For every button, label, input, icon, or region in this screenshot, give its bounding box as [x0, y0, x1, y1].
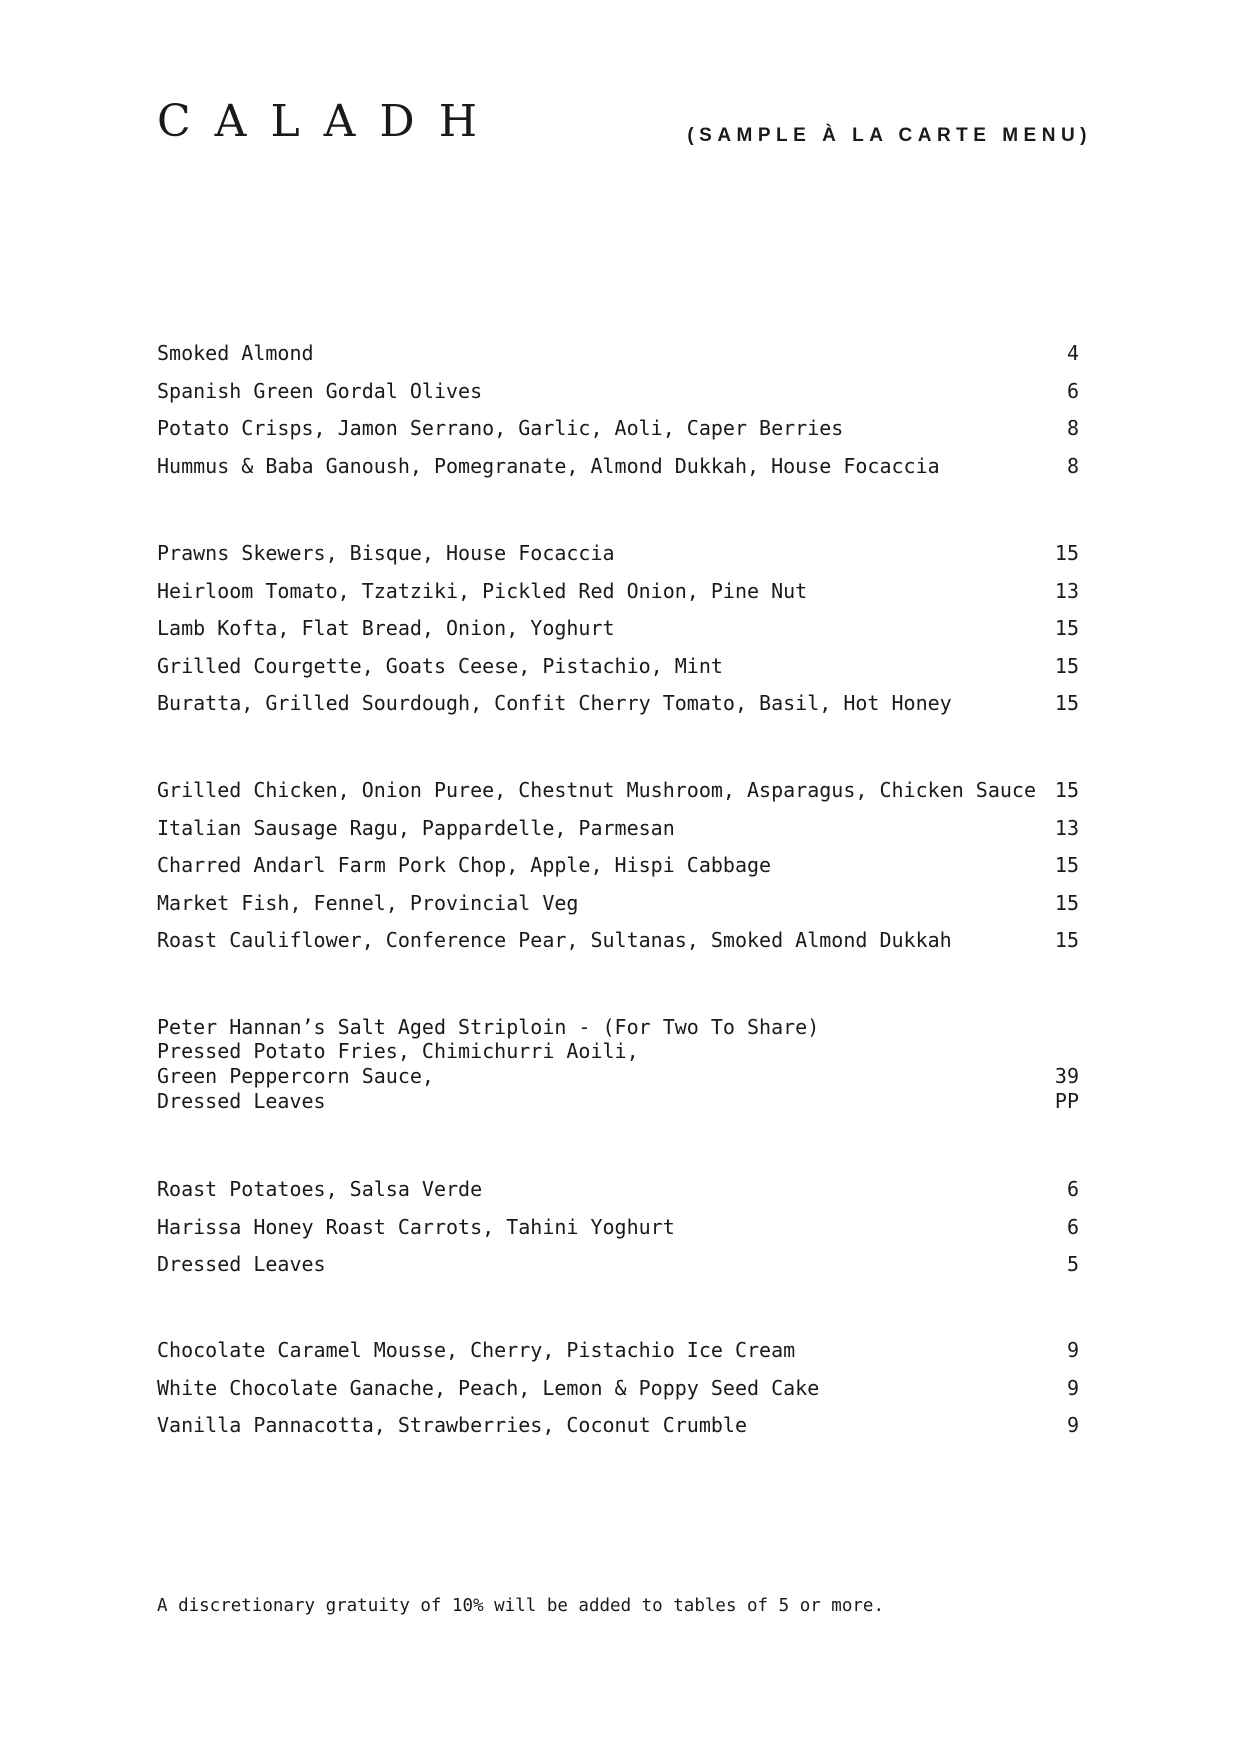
menu-subtitle: (SAMPLE À LA CARTE MENU)	[687, 125, 1092, 146]
menu-item	[157, 377, 1088, 405]
menu-item-price: 15	[1054, 928, 1079, 952]
menu-item	[157, 689, 1088, 717]
menu-item-price: 9	[1066, 1376, 1079, 1400]
menu-item-name: Potato Crisps, Jamon Serrano, Garlic, Aoli, Caper Berries	[157, 416, 844, 440]
menu-item	[157, 339, 1088, 367]
menu-item	[157, 614, 1088, 642]
menu-item	[157, 889, 1088, 917]
menu-item	[157, 652, 1088, 680]
menu-item-name: Italian Sausage Ragu, Pappardelle, Parmesan	[157, 816, 675, 840]
menu-item-name: Smoked Almond	[157, 341, 314, 365]
menu-item-description: Pressed Potato Fries, Chimichurri Aoili,	[157, 1039, 639, 1063]
menu-item-price: 15	[1054, 891, 1079, 915]
menu-item-name: Harissa Honey Roast Carrots, Tahini Yoghurt	[157, 1215, 675, 1239]
menu-item	[157, 577, 1088, 605]
menu-item-name: Roast Cauliflower, Conference Pear, Sultanas, Smoked Almond Dukkah	[157, 928, 952, 952]
menu-item	[157, 1175, 1088, 1203]
menu-item-price: 13	[1054, 816, 1079, 840]
menu-item-price: 15	[1054, 778, 1079, 802]
menu-item-name: Charred Andarl Farm Pork Chop, Apple, Hispi Cabbage	[157, 853, 772, 877]
menu-item	[157, 926, 1088, 954]
menu-item-name: Heirloom Tomato, Tzatziki, Pickled Red Onion, Pine Nut	[157, 579, 808, 603]
menu-item-name: Hummus & Baba Ganoush, Pomegranate, Almond Dukkah, House Focaccia	[157, 454, 940, 478]
menu-item	[157, 814, 1088, 842]
menu-item-name: Prawns Skewers, Bisque, House Focaccia	[157, 541, 615, 565]
menu-item-price: 13	[1054, 579, 1079, 603]
menu-item-price: 5	[1066, 1252, 1079, 1276]
menu-item-name: Grilled Courgette, Goats Ceese, Pistachio, Mint	[157, 654, 723, 678]
menu-item-description: Green Peppercorn Sauce,	[157, 1064, 434, 1088]
menu-item-price: 6	[1066, 1177, 1079, 1201]
menu-item-price: 15	[1054, 654, 1079, 678]
menu-item-price: 15	[1054, 691, 1079, 715]
menu-item	[157, 452, 1088, 480]
menu-item-price: 15	[1054, 616, 1079, 640]
menu-item-price: 8	[1066, 416, 1079, 440]
menu-item-name: Chocolate Caramel Mousse, Cherry, Pistachio Ice Cream	[157, 1338, 796, 1362]
menu-item	[157, 1411, 1088, 1439]
menu-item	[157, 1374, 1088, 1402]
gratuity-note: A discretionary gratuity of 10% will be added to tables of 5 or more.	[157, 1596, 884, 1616]
menu-item-price: 9	[1066, 1338, 1079, 1362]
menu-item-price: 6	[1066, 379, 1079, 403]
menu-item-description: Dressed Leaves	[157, 1089, 326, 1113]
menu-item-price: 6	[1066, 1215, 1079, 1239]
menu-item	[157, 414, 1088, 442]
menu-item-title	[157, 1013, 1088, 1041]
menu-item-price: 9	[1066, 1413, 1079, 1437]
menu-item-price: 15	[1054, 541, 1079, 565]
menu-item-name: Grilled Chicken, Onion Puree, Chestnut Mushroom, Asparagus, Chicken Sauce	[157, 778, 1036, 802]
menu-item-name: Vanilla Pannacotta, Strawberries, Coconut Crumble	[157, 1413, 748, 1437]
menu-item-name: Buratta, Grilled Sourdough, Confit Cherry Tomato, Basil, Hot Honey	[157, 691, 952, 715]
menu-item	[157, 1213, 1088, 1241]
menu-item-name: Market Fish, Fennel, Provincial Veg	[157, 891, 579, 915]
menu-item-name: Lamb Kofta, Flat Bread, Onion, Yoghurt	[157, 616, 615, 640]
menu-item	[157, 776, 1088, 804]
menu-item-price: 4	[1066, 341, 1079, 365]
menu-item-price: 8	[1066, 454, 1079, 478]
menu-item-name: White Chocolate Ganache, Peach, Lemon & Poppy Seed Cake	[157, 1376, 820, 1400]
menu-item-name: Peter Hannan’s Salt Aged Striploin - (For Two To Share)	[157, 1015, 820, 1039]
menu-item-name: Spanish Green Gordal Olives	[157, 379, 483, 403]
menu-item-name: Dressed Leaves	[157, 1252, 326, 1276]
menu-item	[157, 851, 1088, 879]
menu-item-price: 39	[1054, 1064, 1079, 1088]
menu-item-name: Roast Potatoes, Salsa Verde	[157, 1177, 483, 1201]
menu-item-price: 15	[1054, 853, 1079, 877]
restaurant-name: CALADH	[157, 96, 502, 147]
menu-item	[157, 539, 1088, 567]
menu-item	[157, 1250, 1088, 1278]
menu-item	[157, 1336, 1088, 1364]
menu-item-price-unit: PP	[1054, 1089, 1079, 1113]
